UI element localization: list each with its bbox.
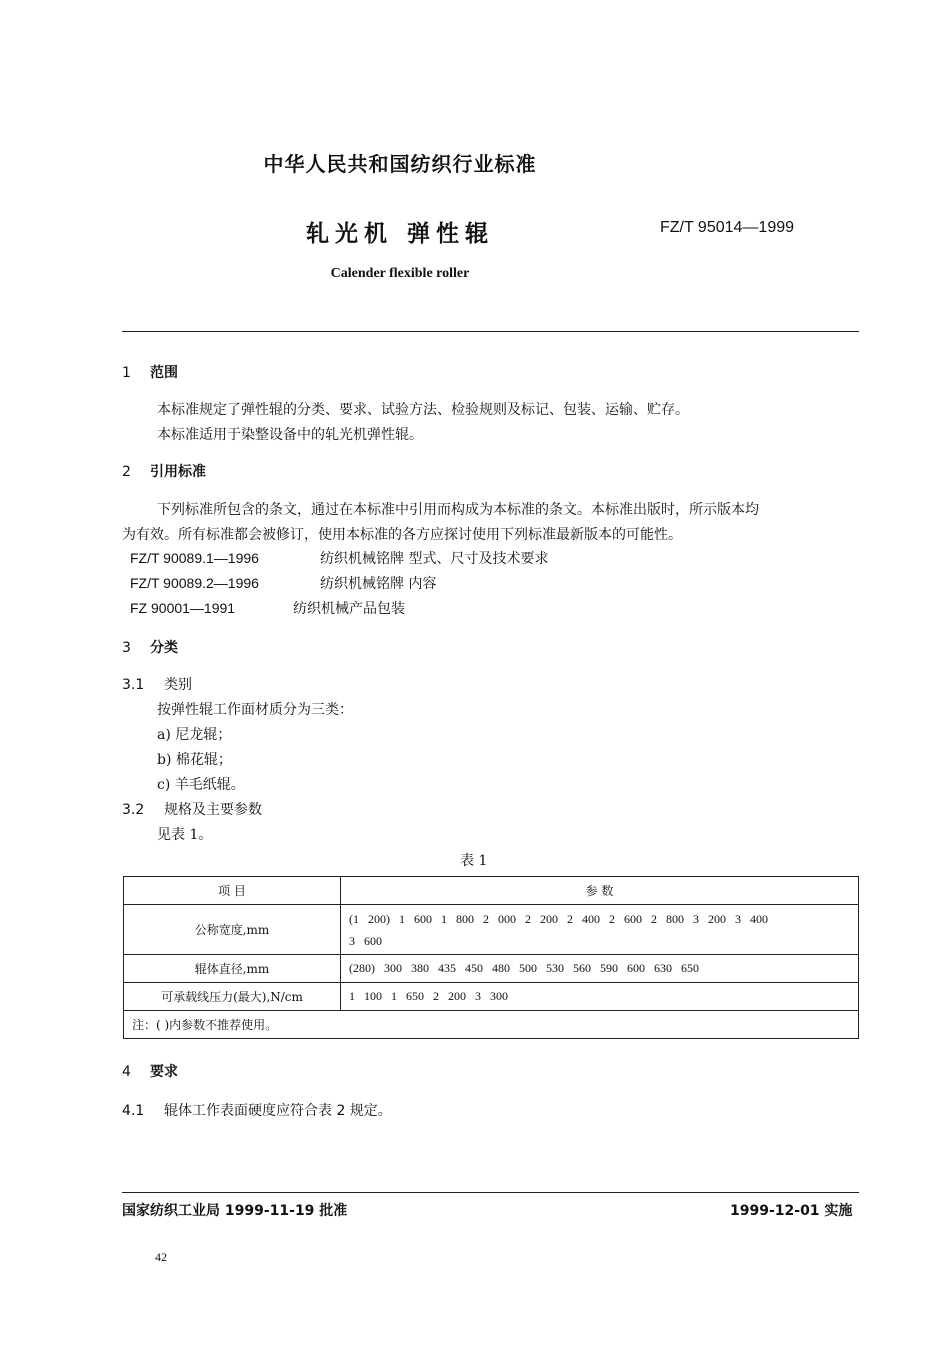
subsection-4-1-number: 4.1 bbox=[122, 1103, 145, 1119]
section-1-para-1: 本标准规定了弹性辊的分类、要求、试验方法、检验规则及标记、包装、运输、贮存。 bbox=[157, 402, 689, 418]
table-header-row bbox=[124, 877, 859, 905]
section-1-para-2: 本标准适用于染整设备中的轧光机弹性辊。 bbox=[157, 427, 423, 443]
section-4-title: 要求 bbox=[150, 1064, 178, 1080]
row-values: 1 100 1 650 2 200 3 300 bbox=[341, 983, 859, 1011]
subsection-3-2-title: 规格及主要参数 bbox=[164, 802, 262, 818]
subsection-3-2-number: 3.2 bbox=[122, 802, 145, 818]
list-item: c) 羊毛纸辊。 bbox=[157, 777, 245, 793]
section-2-para-line-1: 下列标准所包含的条文，通过在本标准中引用而构成为本标准的条文。本标准出版时，所示版本均 bbox=[157, 502, 759, 518]
reference-code: FZ 90001—1991 bbox=[130, 600, 236, 616]
row-values-line: 3 600 bbox=[349, 933, 382, 948]
title-english: Calender flexible roller bbox=[330, 266, 470, 281]
title-chinese: 轧光机 弹性辊 bbox=[305, 221, 494, 247]
reference-code: FZ/T 90089.1—1996 bbox=[130, 550, 259, 566]
implementation-date: 1999-12-01 实施 bbox=[730, 1203, 853, 1219]
row-label: 公称宽度,mm bbox=[124, 905, 341, 955]
org-heading: 中华人民共和国纺织行业标准 bbox=[263, 152, 537, 176]
subsection-3-1-heading bbox=[122, 674, 192, 694]
subsection-3-1-intro: 按弹性辊工作面材质分为三类： bbox=[157, 702, 353, 718]
header-rule bbox=[122, 331, 859, 332]
section-2-title: 引用标准 bbox=[150, 464, 206, 480]
table-row bbox=[124, 983, 859, 1011]
row-values: (280) 300 380 435 450 480 500 530 560 590 600 630 650 bbox=[341, 955, 859, 983]
subsection-3-2-text: 见表 1。 bbox=[157, 827, 213, 843]
section-1-number: 1 bbox=[122, 365, 131, 381]
standard-code: FZ/T 95014—1999 bbox=[660, 219, 795, 236]
subsection-3-1-number: 3.1 bbox=[122, 677, 145, 693]
list-item: a) 尼龙辊； bbox=[157, 727, 232, 743]
header-param-cell: 参 数 bbox=[341, 877, 859, 905]
header-item-cell: 项 目 bbox=[124, 877, 341, 905]
subsection-3-1-title: 类别 bbox=[164, 677, 192, 693]
section-1-title: 范围 bbox=[150, 365, 178, 381]
row-label: 可承载线压力(最大),N/cm bbox=[124, 983, 341, 1011]
approval-date: 国家纺织工业局 1999-11-19 批准 bbox=[122, 1203, 348, 1219]
reference-item bbox=[130, 548, 548, 568]
page-number: 42 bbox=[155, 1250, 167, 1264]
table-caption: 表 1 bbox=[460, 853, 488, 869]
subsection-3-2-heading bbox=[122, 799, 262, 819]
row-values-line: (1 200) 1 600 1 800 2 000 2 200 2 400 2 600 2 800 3 200 3 400 bbox=[349, 911, 768, 926]
reference-title: 纺织机械铭牌 内容 bbox=[320, 576, 437, 592]
reference-item bbox=[130, 598, 405, 618]
section-2-para-line-2: 为有效。所有标准都会被修订，使用本标准的各方应探讨使用下列标准最新版本的可能性。 bbox=[122, 527, 682, 543]
reference-code: FZ/T 90089.2—1996 bbox=[130, 575, 259, 591]
section-4-number: 4 bbox=[122, 1064, 131, 1080]
section-3-heading bbox=[122, 637, 178, 657]
table-note-row bbox=[124, 1011, 859, 1039]
section-3-title: 分类 bbox=[150, 640, 178, 656]
section-2-heading bbox=[122, 461, 206, 481]
reference-item bbox=[130, 573, 436, 593]
reference-title: 纺织机械产品包装 bbox=[293, 601, 405, 617]
table-row bbox=[124, 955, 859, 983]
section-1-heading bbox=[122, 362, 178, 382]
section-4-heading bbox=[122, 1061, 178, 1081]
section-2-number: 2 bbox=[122, 464, 131, 480]
row-label: 辊体直径,mm bbox=[124, 955, 341, 983]
subsection-4-1-text: 辊体工作表面硬度应符合表 2 规定。 bbox=[164, 1103, 392, 1119]
section-3-number: 3 bbox=[122, 640, 131, 656]
subsection-4-1 bbox=[122, 1100, 392, 1120]
list-item: b) 棉花辊； bbox=[157, 752, 232, 768]
reference-title: 纺织机械铭牌 型式、尺寸及技术要求 bbox=[320, 551, 549, 567]
footer-rule bbox=[122, 1192, 859, 1193]
row-values bbox=[341, 905, 859, 955]
table-row bbox=[124, 905, 859, 955]
table-note: 注：( )内参数不推荐使用。 bbox=[124, 1011, 859, 1039]
spec-table bbox=[123, 876, 859, 1039]
